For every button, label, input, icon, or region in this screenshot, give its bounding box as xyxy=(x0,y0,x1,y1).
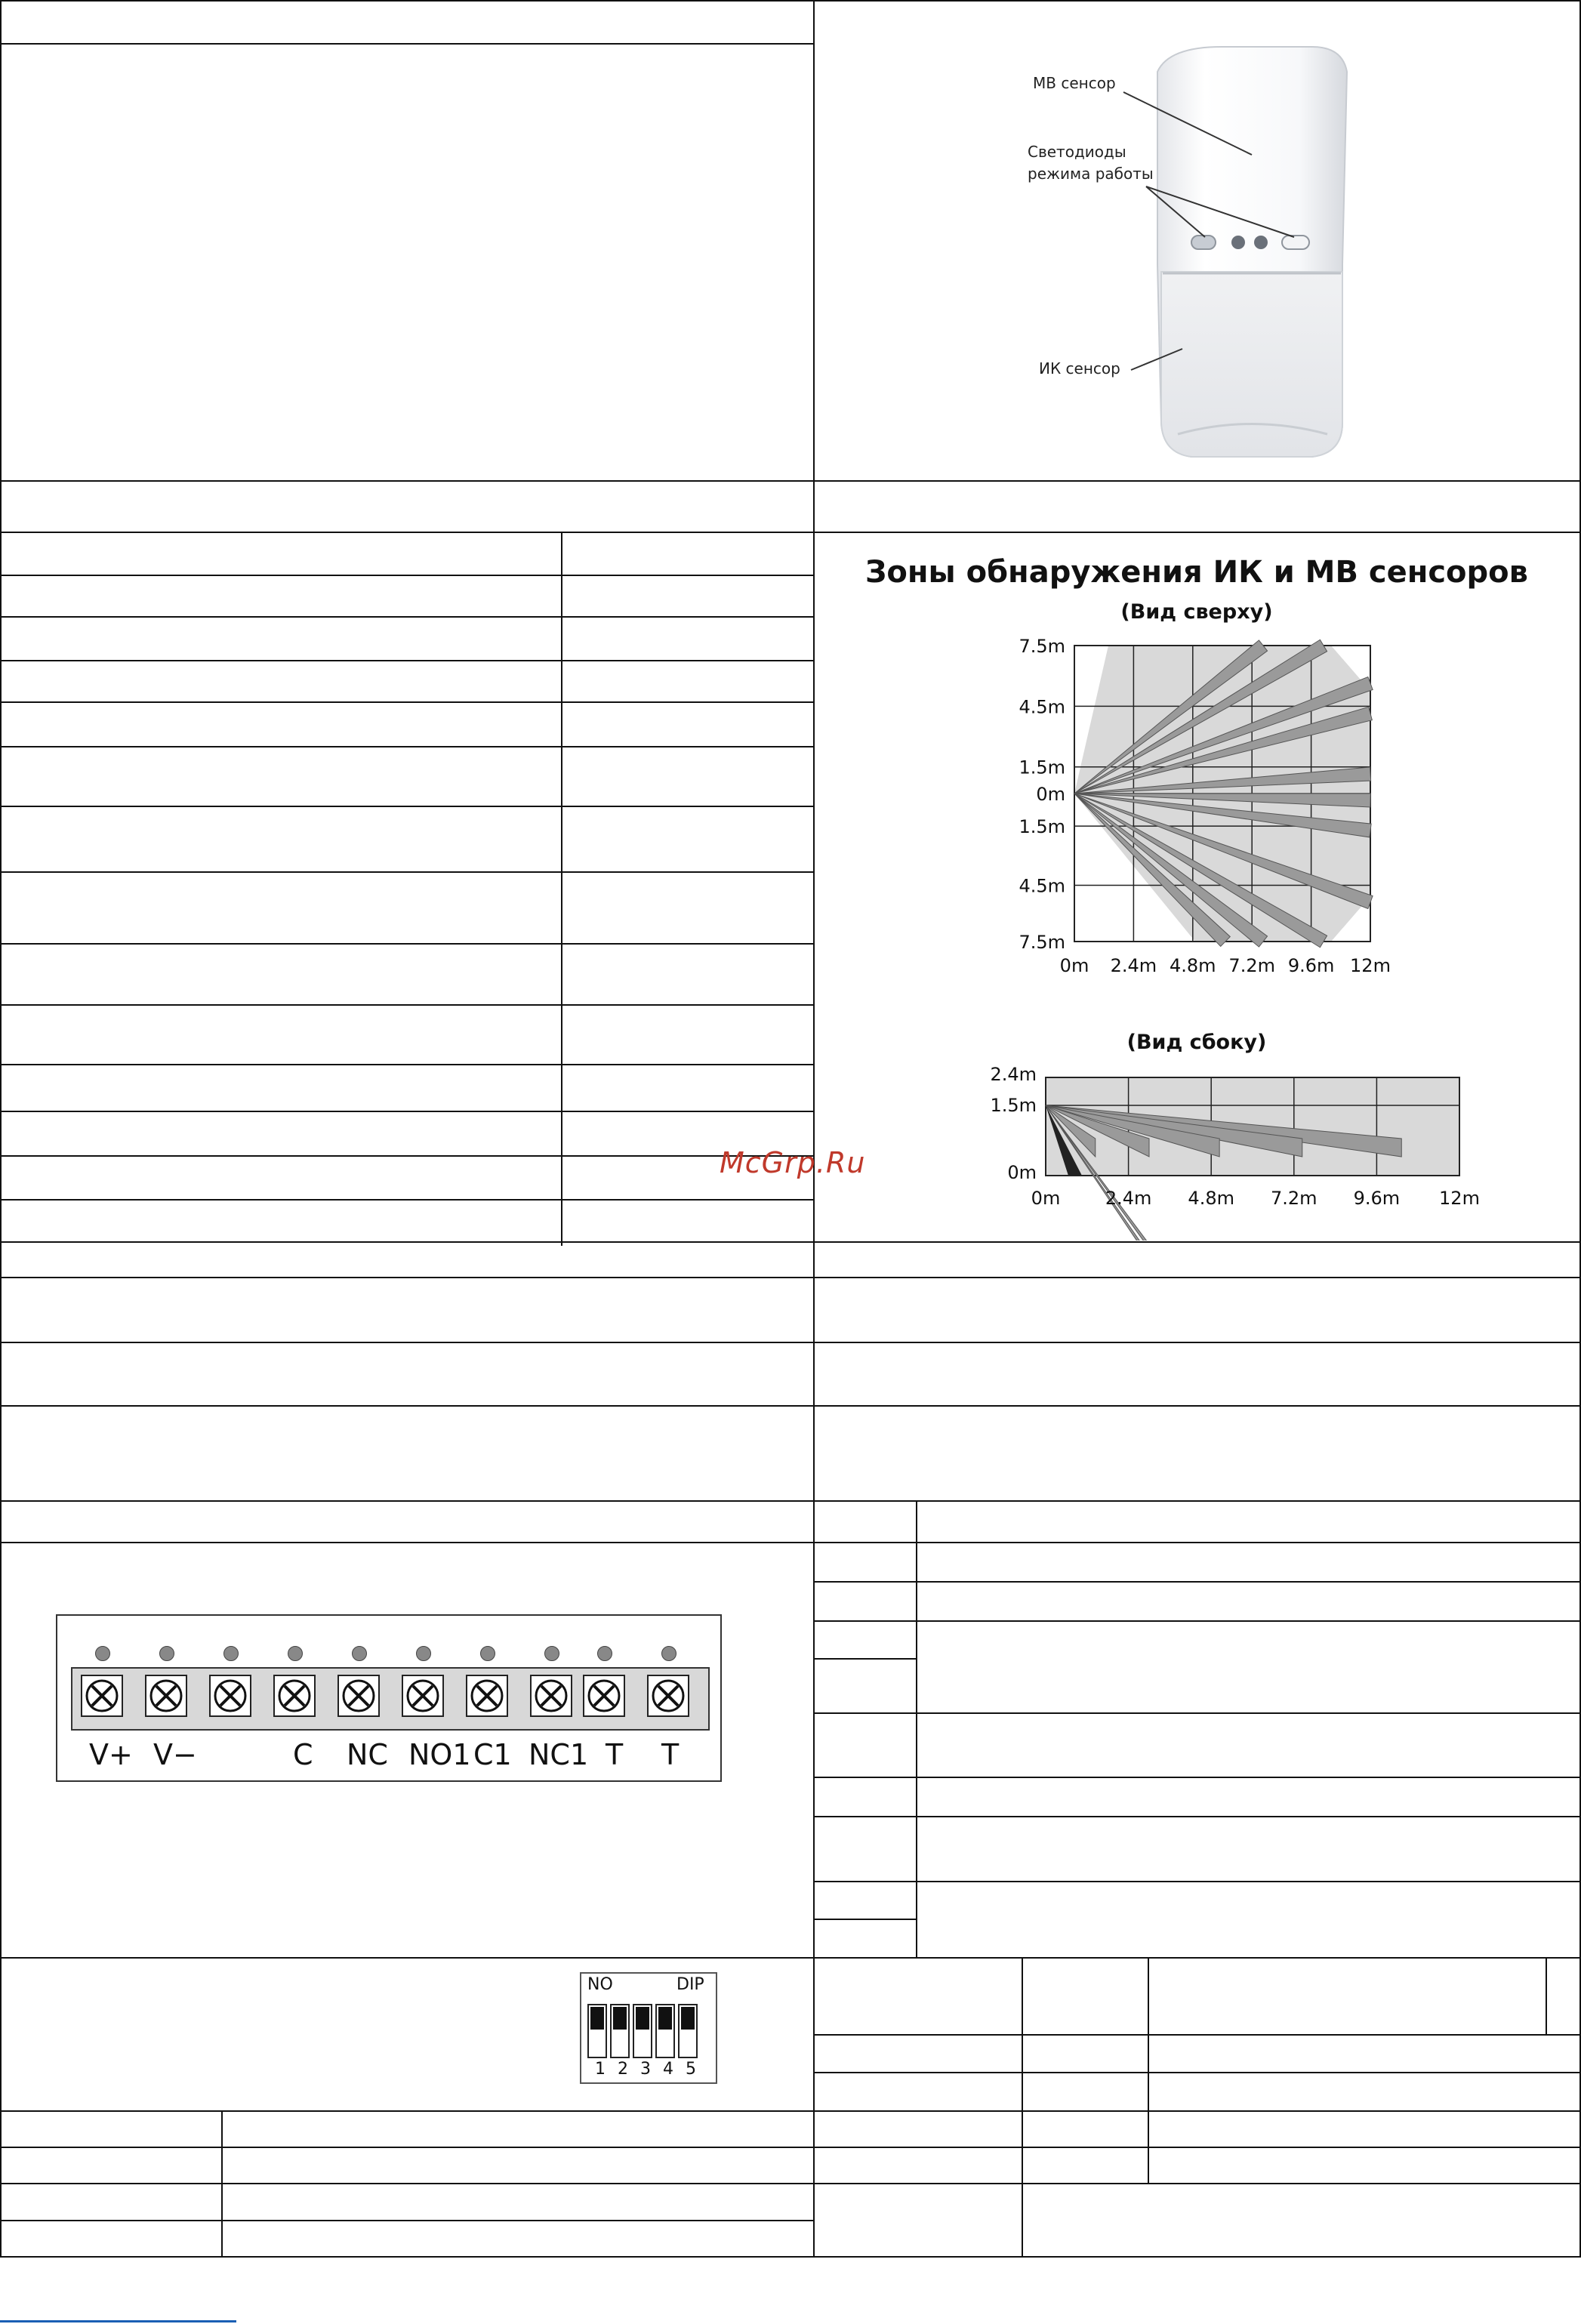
row-line xyxy=(814,1658,917,1660)
terminal-screw xyxy=(209,1675,251,1717)
bottom-right-divider xyxy=(1022,1957,1023,2258)
terminal-led-dot xyxy=(288,1646,303,1661)
terminal-label-t1: T xyxy=(606,1738,624,1771)
terminal-label-nc1: NC1 xyxy=(529,1738,589,1771)
bottom-left-divider xyxy=(221,2110,223,2258)
row-line xyxy=(814,1816,1581,1817)
dip-label-dip: DIP xyxy=(676,1975,704,1994)
top-x-tick: 0m xyxy=(1059,955,1089,976)
top-x-tick: 9.6m xyxy=(1287,955,1335,976)
row-line xyxy=(0,746,814,747)
dip-number-1: 1 xyxy=(595,2060,606,2079)
terminal-label-vplus: V+ xyxy=(89,1738,133,1771)
terminal-screw xyxy=(273,1675,316,1717)
terminal-screw xyxy=(530,1675,572,1717)
bottom-right-divider xyxy=(1546,1957,1547,2034)
side-x-tick: 2.4m xyxy=(1105,1188,1152,1209)
terminal-label-nc: NC xyxy=(347,1738,388,1771)
zones-title: Зоны обнаружения ИК и МВ сенсоров xyxy=(865,555,1528,590)
row-line xyxy=(814,1881,1581,1882)
top-y-tick: 7.5m xyxy=(1019,636,1065,657)
right-sub-divider xyxy=(916,1500,917,1958)
dip-key[interactable] xyxy=(655,2004,675,2058)
row-line xyxy=(0,1500,1581,1502)
ir-sensor-label: ИК сенсор xyxy=(1039,359,1120,378)
dip-keys xyxy=(587,2004,711,2058)
top-x-tick: 7.2m xyxy=(1228,955,1275,976)
dip-key-toggle xyxy=(590,2007,604,2030)
dip-key[interactable] xyxy=(633,2004,652,2058)
led-label-line1: Светодиоды xyxy=(1028,143,1126,161)
row-line xyxy=(814,2034,1581,2036)
bottom-right-divider xyxy=(1148,1957,1149,2184)
watermark: McGrp.Ru xyxy=(720,1146,866,1179)
top-x-tick: 4.8m xyxy=(1170,955,1216,976)
top-y-tick: 1.5m xyxy=(1019,816,1065,838)
row-line xyxy=(814,1620,1581,1622)
row-line xyxy=(814,1777,1581,1778)
top-y-tick: 0m xyxy=(1036,784,1065,805)
terminal-led-dot xyxy=(480,1646,495,1661)
sensor-body-image xyxy=(814,0,1579,480)
dip-key-toggle xyxy=(613,2007,627,2030)
footer-link-underline xyxy=(0,2320,236,2322)
terminal-led-dot xyxy=(661,1646,676,1661)
terminal-screw xyxy=(583,1675,625,1717)
row-line xyxy=(814,2072,1581,2073)
dip-number-4: 4 xyxy=(663,2060,673,2079)
row-line xyxy=(0,1199,814,1201)
top-y-tick: 4.5m xyxy=(1019,696,1065,718)
zones-plot xyxy=(814,532,1579,1241)
terminal-label-c1: C1 xyxy=(473,1738,512,1771)
row-line xyxy=(0,1405,1581,1407)
row-line xyxy=(0,1111,814,1112)
side-y-tick: 0m xyxy=(1007,1162,1037,1183)
side-x-tick: 4.8m xyxy=(1188,1188,1234,1209)
mw-sensor-label: МВ сенсор xyxy=(1033,74,1116,92)
terminal-label-c: C xyxy=(293,1738,313,1771)
top-x-tick: 2.4m xyxy=(1110,955,1157,976)
row-line xyxy=(0,1064,814,1065)
dip-number-3: 3 xyxy=(640,2060,651,2079)
row-line xyxy=(0,1004,814,1006)
terminal-led-dot xyxy=(159,1646,174,1661)
led-label-line2: режима работы xyxy=(1028,165,1154,183)
terminal-label-t2: T xyxy=(661,1738,680,1771)
terminal-screw xyxy=(466,1675,508,1717)
terminal-label-vminus: V− xyxy=(153,1738,197,1771)
row-line xyxy=(0,660,814,661)
dip-label-no: NO xyxy=(587,1975,613,1994)
side-y-tick: 2.4m xyxy=(990,1064,1037,1085)
sensor-illustration xyxy=(814,0,1579,480)
side-x-tick: 9.6m xyxy=(1353,1188,1401,1209)
row-line xyxy=(0,871,814,873)
row-line xyxy=(0,2220,814,2221)
terminal-screw xyxy=(145,1675,187,1717)
terminal-screw xyxy=(337,1675,380,1717)
row-line xyxy=(0,1155,814,1157)
row-line xyxy=(0,806,814,807)
row-line xyxy=(0,480,1581,482)
terminal-screw xyxy=(647,1675,689,1717)
terminal-label-no1: NO1 xyxy=(408,1738,471,1771)
side-y-tick: 1.5m xyxy=(990,1095,1037,1116)
side-x-tick: 0m xyxy=(1031,1188,1061,1209)
row-line xyxy=(0,1277,1581,1278)
dip-key-toggle xyxy=(681,2007,695,2030)
row-line xyxy=(814,1712,1581,1714)
row-line xyxy=(814,2110,1581,2112)
row-line xyxy=(0,1342,1581,1343)
top-y-tick: 7.5m xyxy=(1019,932,1065,953)
side-view-subtitle: (Вид сбоку) xyxy=(1126,1031,1267,1054)
row-line xyxy=(0,575,814,576)
row-line xyxy=(0,2147,1581,2148)
side-x-tick: 7.2m xyxy=(1271,1188,1318,1209)
dip-switch xyxy=(580,1972,717,2084)
dip-key[interactable] xyxy=(587,2004,607,2058)
top-y-tick: 4.5m xyxy=(1019,875,1065,897)
terminal-led-dot xyxy=(95,1646,110,1661)
row-line xyxy=(0,1542,1581,1543)
dip-number-2: 2 xyxy=(618,2060,628,2079)
top-y-tick: 1.5m xyxy=(1019,757,1065,778)
terminal-led-dot xyxy=(544,1646,559,1661)
row-line xyxy=(0,943,814,945)
terminal-led-dot xyxy=(223,1646,239,1661)
zones-diagram xyxy=(814,532,1579,1241)
dip-number-5: 5 xyxy=(686,2060,696,2079)
terminal-screw xyxy=(81,1675,123,1717)
spec-column-divider xyxy=(561,532,562,1246)
terminal-led-dot xyxy=(597,1646,612,1661)
row-line xyxy=(0,1957,1581,1959)
row-line xyxy=(0,1241,1581,1243)
top-view-subtitle: (Вид сверху) xyxy=(1120,600,1273,624)
dip-key-toggle xyxy=(658,2007,672,2030)
row-line xyxy=(0,2110,814,2112)
terminal-screw xyxy=(402,1675,444,1717)
table-border-bottom xyxy=(0,2256,1581,2258)
row-line xyxy=(0,2183,1581,2184)
row-line xyxy=(0,43,814,45)
side-x-tick: 12m xyxy=(1439,1188,1480,1209)
top-x-tick: 12m xyxy=(1350,955,1391,976)
dip-key[interactable] xyxy=(610,2004,630,2058)
table-border-left xyxy=(0,0,2,2258)
dip-key-toggle xyxy=(636,2007,649,2030)
dip-key[interactable] xyxy=(678,2004,698,2058)
terminal-led-dot xyxy=(416,1646,431,1661)
terminal-led-dot xyxy=(352,1646,367,1661)
row-line xyxy=(814,1581,1581,1583)
row-line xyxy=(814,1919,917,1920)
row-line xyxy=(0,616,814,618)
row-line xyxy=(0,701,814,703)
